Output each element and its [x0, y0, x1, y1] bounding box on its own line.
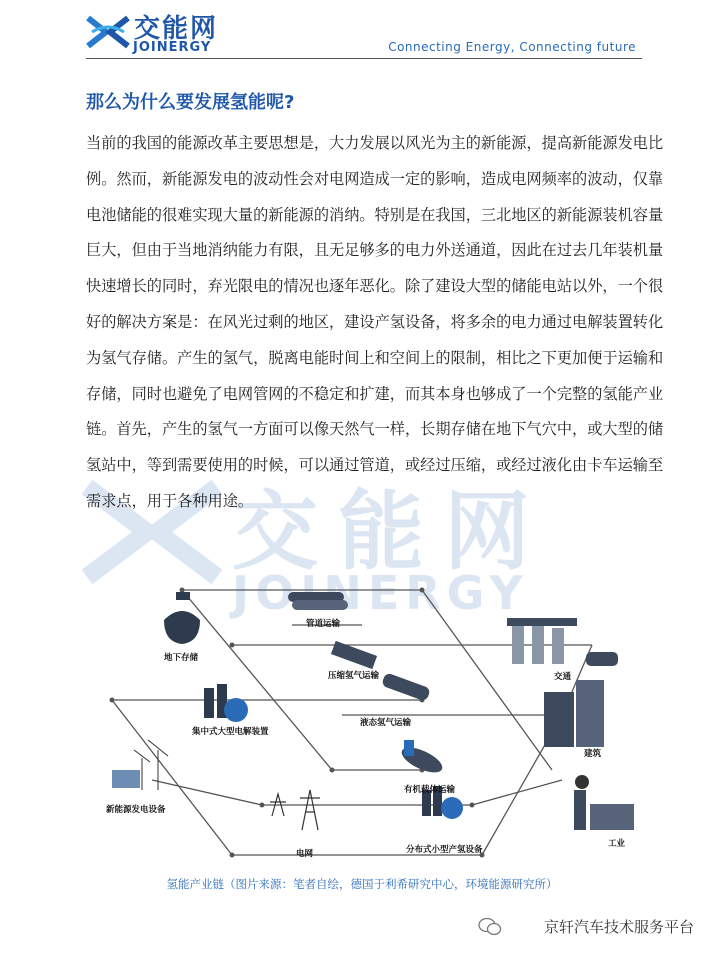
- label-transport: 交通: [554, 672, 572, 682]
- body-line: 巨大，但由于当地消纳能力有限，且无足够多的电力外送通道，因此在过去几年装机量: [86, 241, 664, 260]
- wechat-icon: [478, 917, 502, 937]
- label-industry: 工业: [608, 839, 626, 849]
- page-header: [0, 0, 724, 62]
- joinergy-logo-icon: [86, 12, 130, 52]
- header-divider: [86, 58, 642, 59]
- body-line: 当前的我国的能源改革主要思想是，大力发展以风光为主的新能源，提高新能源发电比: [86, 134, 664, 152]
- logo-text-en: JOINERGY: [133, 40, 212, 55]
- body-line: 例。然而，新能源发电的波动性会对电网造成一定的影响，造成电网频率的波动，仅靠: [86, 169, 664, 188]
- transport-icon: [507, 618, 618, 666]
- pipeline-icon: [288, 592, 348, 610]
- footer-source: 京轩汽车技术服务平台: [543, 918, 694, 936]
- label-underground-storage: 地下存储: [164, 653, 199, 663]
- body-line: 需求点，用于各种用途。: [86, 491, 254, 510]
- label-electrolysis: 集中式大型电解装置: [192, 727, 269, 737]
- body-line: 链。首先，产生的氢气一方面可以像天然气一样，长期存储在地下气穴中，或大型的储: [86, 420, 664, 439]
- industry-icon: [574, 775, 634, 830]
- body-line: 快速增长的同时，弃光限电的情况也逐年恶化。除了建设大型的储能电站以外，一个很: [86, 277, 664, 296]
- hydrogen-chain-diagram: [92, 580, 652, 870]
- body-line: 存储，同时也避免了电网管网的不稳定和扩建，而其本身也够成了一个完整的氢能产业: [86, 384, 664, 403]
- logo-text-cn: 交能网: [134, 14, 219, 44]
- power-grid-icon: [270, 790, 320, 830]
- watermark-text-cn: 交能网: [232, 482, 550, 582]
- renewable-plant-icon: [112, 740, 168, 790]
- label-organic: 有机载体运输: [404, 785, 456, 795]
- label-distributed: 分布式小型产氢设备: [406, 845, 483, 855]
- body-line: 氢站中，等到需要使用的时候，可以通过管道，或经过压缩，或经过液化由卡车运输至: [86, 456, 664, 475]
- label-grid: 电网: [296, 849, 314, 859]
- body-line: 好的解决方案是：在风光过剩的地区，建设产氢设备，将多余的电力通过电解装置转化: [86, 312, 664, 331]
- label-pipeline: 管道运输: [306, 619, 341, 629]
- body-line: 电池储能的很难实现大量的新能源的消纳。特别是在我国，三北地区的新能源装机容量: [86, 205, 664, 224]
- body-line: 为氢气存储。产生的氢气，脱离电能时间上和空间上的限制，相比之下更加便于运输和: [86, 348, 664, 367]
- underground-storage-icon: [164, 592, 200, 644]
- article-body: [86, 126, 664, 520]
- watermark-text-en: JOINERGY: [232, 566, 529, 620]
- label-compressed: 压缩氢气运输: [328, 671, 380, 681]
- electrolysis-icon: [204, 684, 248, 722]
- figure-caption: 氢能产业链（图片来源：笔者自绘，德国于利希研究中心，环境能源研究所）: [166, 877, 558, 891]
- label-building: 建筑: [584, 749, 602, 759]
- label-renewable: 新能源发电设备: [106, 805, 166, 815]
- header-tagline: Connecting Energy, Connecting future: [388, 40, 636, 54]
- building-icon: [544, 680, 604, 747]
- liquid-truck-icon: [381, 672, 431, 702]
- label-liquid: 液态氢气运输: [360, 718, 412, 728]
- article-title: 那么为什么要发展氢能呢?: [86, 92, 295, 113]
